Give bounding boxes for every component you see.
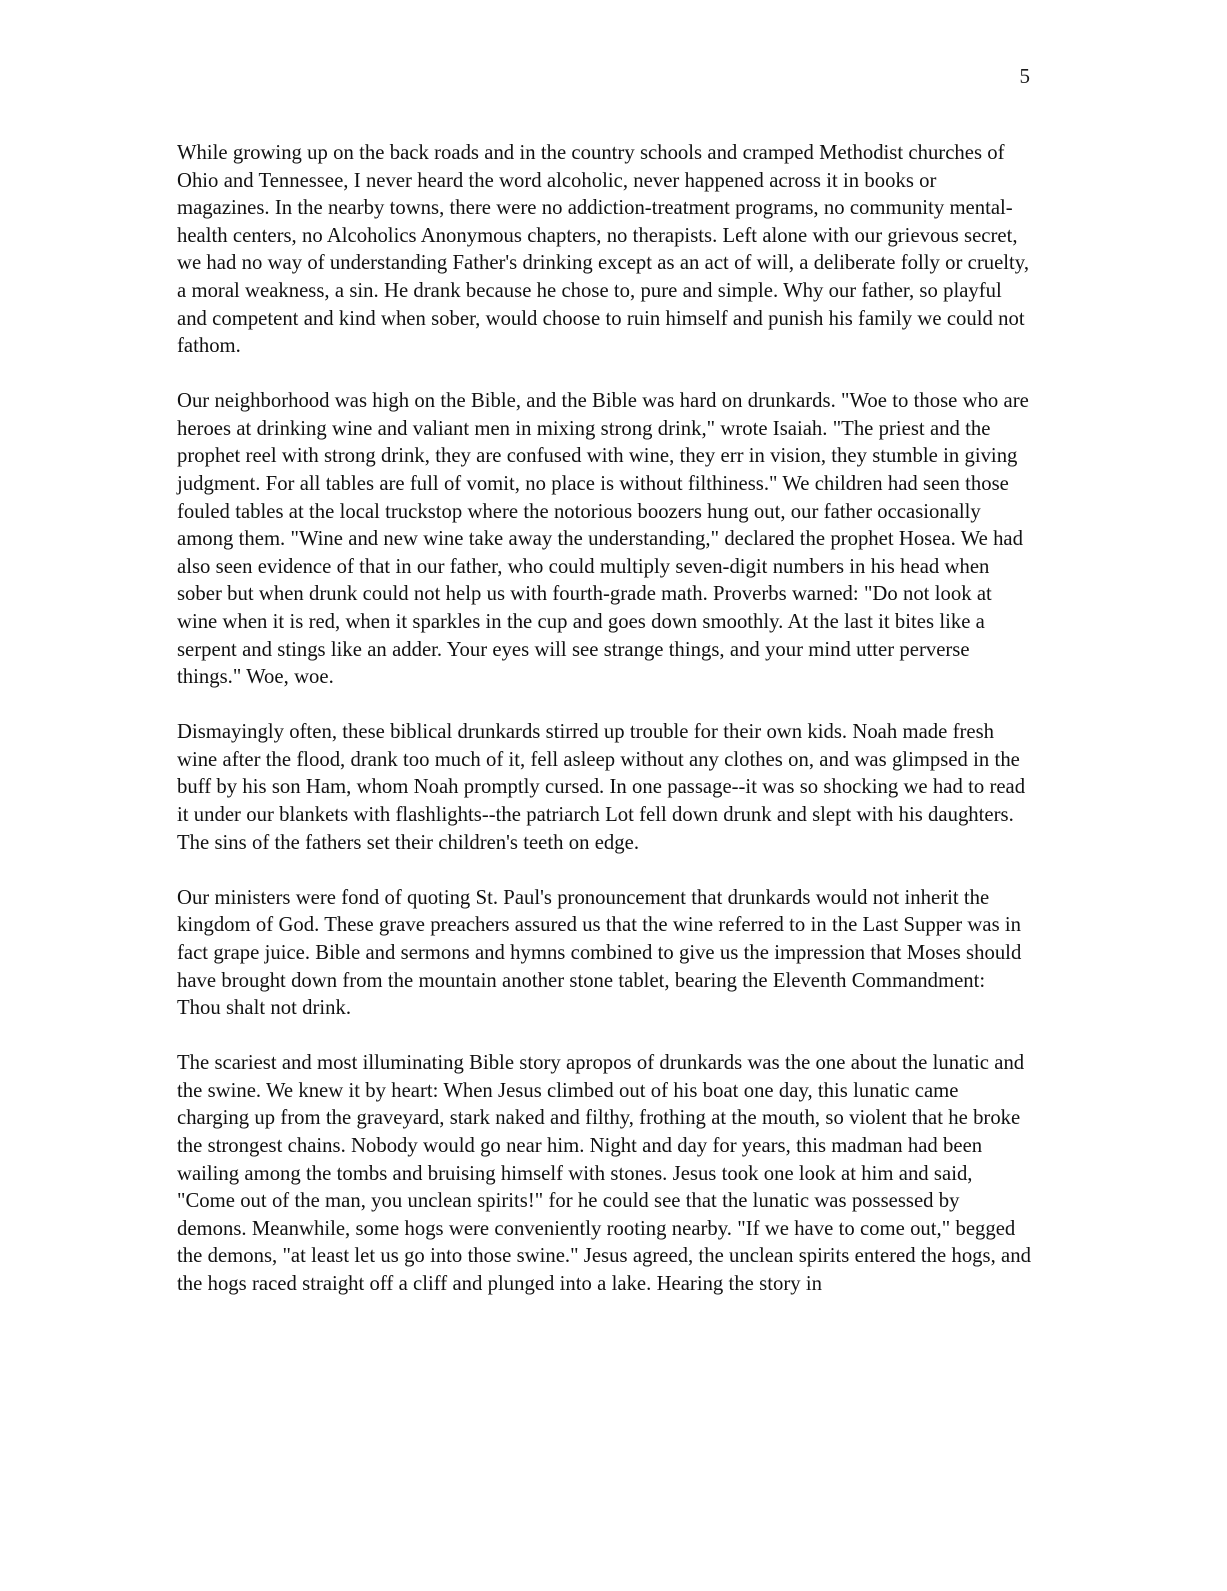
paragraph: Our neighborhood was high on the Bible, and the Bible was hard on drunkards. "Woe to those who are heroes at drinking wine and valiant men in mixing strong drink," wrote Isaiah. "The priest and the prophet reel with strong drink, they are confused with wine, they err in vision, they stumble in giving judgment. For all tables are full of vomit, no place is without filthiness." We children had seen those fouled tables at the local truckstop where the notorious boozers hung out, our father occasionally among them. "Wine and new wine take away the understanding," declared the prophet Hosea. We had also seen evidence of that in our father, who could multiply seven-digit numbers in his head when sober but when drunk could not help us with fourth-grade math. Proverbs warned: "Do not look at wine when it is red, when it sparkles in the cup and goes down smoothly. At the last it bites like a serpent and stings like an adder. Your eyes will see strange things, and your mind utter perverse things." Woe, woe. xyxy=(177,390,1029,689)
page-number: 5 xyxy=(1019,64,1030,88)
paragraph: While growing up on the back roads and in the country schools and cramped Methodist churches of Ohio and Tennessee, I never heard the word alcoholic, never happened across it in books or magazines. In the nearby towns, there were no addiction-treatment programs, no community mental-health centers, no Alcoholics Anonymous chapters, no therapists. Left alone with our grievous secret, we had no way of understanding Father's drinking except as an act of will, a deliberate folly or cruelty, a moral weakness, a sin. He drank because he chose to, pure and simple. Why our father, so playful and competent and kind when sober, would choose to ruin himself and punish his family we could not fathom. xyxy=(177,142,1029,358)
paragraph: Dismayingly often, these biblical drunkards stirred up trouble for their own kids. Noah made fresh wine after the flood, drank too much of it, fell asleep without any clothes on, and was glimpsed in the buff by his son Ham, whom Noah promptly cursed. In one passage--it was so shocking we had to read it under our blankets with flashlights--the patriarch Lot fell down drunk and slept with his daughters. The sins of the fathers set their children's teeth on edge. xyxy=(177,721,1026,854)
paragraph: The scariest and most illuminating Bible story apropos of drunkards was the one about the lunatic and the swine. We knew it by heart: When Jesus climbed out of his boat one day, this lunatic came charging up from the graveyard, stark naked and filthy, frothing at the mouth, so violent that he broke the strongest chains. Nobody would go near him. Night and day for years, this madman had been wailing among the tombs and bruising himself with stones. Jesus took one look at him and said, "Come out of the man, you unclean spirits!" for he could see that the lunatic was possessed by demons. Meanwhile, some hogs were conveniently rooting nearby. "If we have to come out," begged the demons, "at least let us go into those swine." Jesus agreed, the unclean spirits entered the hogs, and the hogs raced straight off a cliff and plunged into a lake. Hearing the story in xyxy=(177,1052,1031,1295)
paragraph: Our ministers were fond of quoting St. Paul's pronouncement that drunkards would not inherit the kingdom of God. These grave preachers assured us that the wine referred to in the Last Supper was in fact grape juice. Bible and sermons and hymns combined to give us the impression that Moses should have brought down from the mountain another stone tablet, bearing the Eleventh Commandment: Thou shalt not drink. xyxy=(177,886,1022,1020)
body-text-column xyxy=(177,140,1033,1299)
